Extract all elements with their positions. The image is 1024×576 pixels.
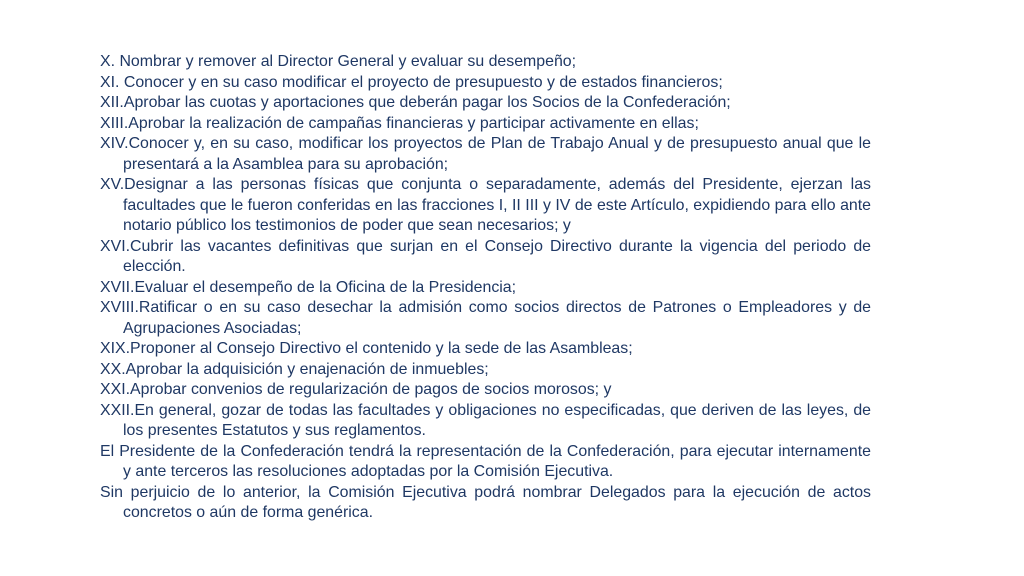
item-text: Cubrir las vacantes definitivas que surjan en el Consejo Directivo durante la vigencia del periodo de elección. xyxy=(123,237,871,275)
item-number: XXI. xyxy=(100,381,131,398)
list-item-xiv xyxy=(100,134,871,175)
list-item-xi xyxy=(100,73,871,94)
paragraph-presidente: El Presidente de la Confederación tendrá la representación de la Confederación, para ejecutar internamente y ante terceros las resoluciones adoptadas por la Comisión Ejecutiva. xyxy=(100,442,871,480)
item-number: XVIII. xyxy=(100,299,139,316)
item-number: XII. xyxy=(100,94,124,111)
paragraph-sin-perjuicio: Sin perjuicio de lo anterior, la Comisión Ejecutiva podrá nombrar Delegados para la ejecución de actos concretos o aún de forma genérica. xyxy=(100,483,871,521)
list-item-xix xyxy=(100,339,871,360)
item-number: X. xyxy=(100,53,116,70)
item-text: Aprobar convenios de regularización de pagos de socios morosos; y xyxy=(130,381,612,398)
item-text: Proponer al Consejo Directivo el contenido y la sede de las Asambleas; xyxy=(130,340,633,357)
list-item-x xyxy=(100,52,871,73)
list-item-xii xyxy=(100,93,871,114)
list-item-xiii xyxy=(100,114,871,135)
item-number: XVI. xyxy=(100,237,131,255)
item-text: Designar a las personas físicas que conjunta o separadamente, además del Presidente, ejerzan las facultades que le fueron conferidas en las fracciones I, II III y IV de este Artículo, expidiendo para ello ante notario público los testimonios de poder que sean necesarios; y xyxy=(123,176,871,234)
item-text: Nombrar y remover al Director General y evaluar su desempeño; xyxy=(119,53,577,70)
item-number: XIII. xyxy=(100,114,129,132)
list-item-xx xyxy=(100,360,871,381)
item-number: XIV. xyxy=(100,135,129,152)
item-text: Evaluar el desempeño de la Oficina de la Presidencia; xyxy=(134,278,517,296)
list-item-xxi xyxy=(100,380,871,401)
item-text: En general, gozar de todas las facultades y obligaciones no especificadas, que deriven de las leyes, de los presentes Estatutos y sus reglamentos. xyxy=(123,401,871,439)
item-text: Conocer y, en su caso, modificar los proyectos de Plan de Trabajo Anual y de presupuesto anual que le presentará a la Asamblea para su aprobación; xyxy=(123,135,871,173)
list-item-xviii xyxy=(100,298,871,339)
item-number: XIX. xyxy=(100,340,131,357)
item-text: Aprobar las cuotas y aportaciones que deberán pagar los Socios de la Confederación; xyxy=(123,94,731,111)
item-text: Aprobar la adquisición y enajenación de inmuebles; xyxy=(125,360,489,378)
list-item-xvii xyxy=(100,278,871,299)
document-body xyxy=(100,52,871,524)
list-item-xv xyxy=(100,175,871,237)
item-number: XVII. xyxy=(100,278,135,296)
item-number: XXII. xyxy=(100,401,135,419)
item-text: Aprobar la realización de campañas financieras y participar activamente en ellas; xyxy=(128,114,699,132)
item-number: XI. xyxy=(100,73,120,91)
item-text: Ratificar o en su caso desechar la admisión como socios directos de Patrones o Empleadores y de Agrupaciones Asociadas; xyxy=(123,299,871,337)
item-text: Conocer y en su caso modificar el proyecto de presupuesto y de estados financieros; xyxy=(123,73,723,91)
item-number: XV. xyxy=(100,176,125,193)
list-item-xvi xyxy=(100,237,871,278)
list-item-xxii xyxy=(100,401,871,442)
item-number: XX. xyxy=(100,360,126,378)
